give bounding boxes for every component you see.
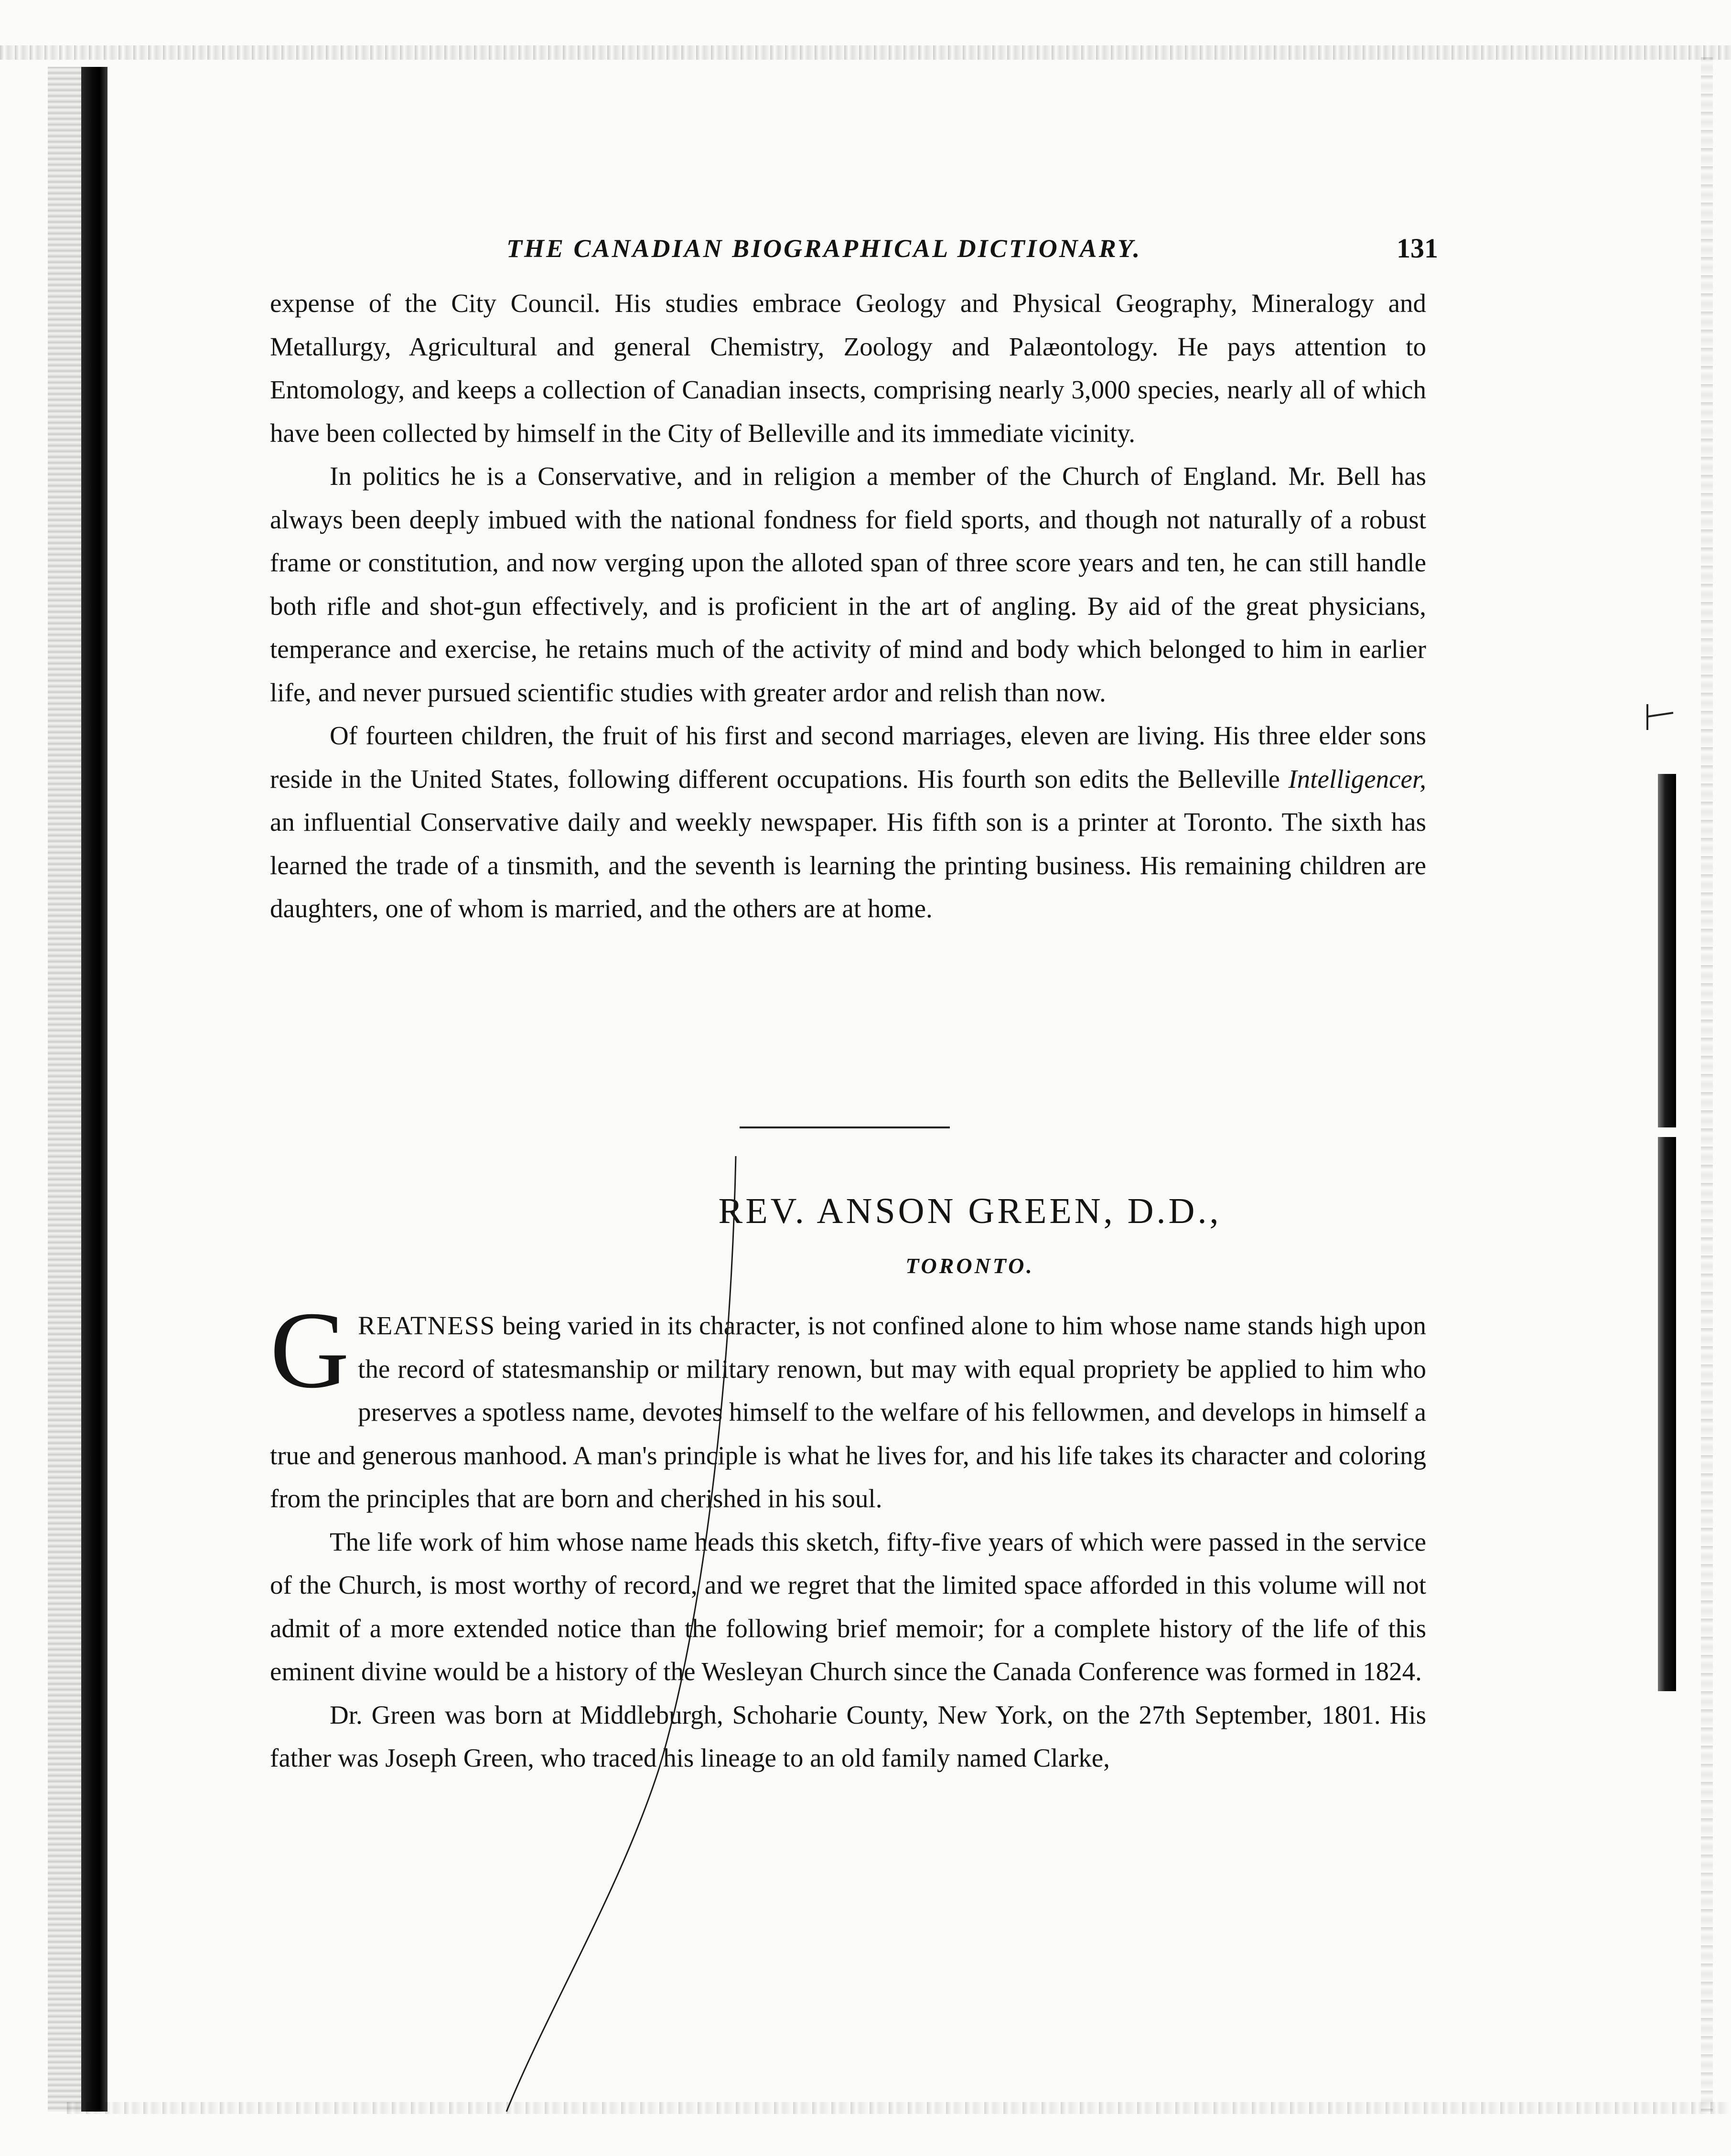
drop-cap: G [270,1289,350,1411]
newspaper-title: Intelligencer, [1288,764,1426,794]
paragraph: Dr. Green was born at Middleburgh, Schoharie County, New York, on the 27th September, 1801. His father was Joseph Green, who traced his lineage to an old family named Clarke, [270,1700,1426,1772]
scan-artifact-mark [1644,702,1677,731]
page-number: 131 [1397,233,1438,264]
opening-paragraph [270,1289,1426,1521]
entry-text [270,1289,1426,1780]
scan-artifact-gap [1658,1127,1676,1137]
paragraph: In politics he is a Conservative, and in religion a member of the Church of England. Mr. Bell has always been deeply imbued with the national fondness for field sports, and though not naturally of a robust frame or constitution, and now verging upon the alloted span of three score years and ten, he can still handle both rifle and shot-gun effectively, and is proficient in the art of angling. By aid of the great physicians, temperance and exercise, he retains much of the activity of mind and body which belonged to him in earlier life, and never pursued scientific studies with greater ardor and relish than now. [270,461,1426,707]
binding-edge [81,67,108,2112]
previous-entry-text [270,282,1426,931]
scan-noise-top [0,45,1731,60]
entry-heading: REV. ANSON GREEN, D.D., [718,1191,1222,1231]
scan-noise-bottom [67,2102,1730,2114]
paragraph: The life work of him whose name heads this sketch, fifty-five years of which were passed in the service of the Church, is most worthy of record, and we regret that the limited space afforded in this volume will not admit of a more extended notice than the following brief memoir; for a complete history of the life of this eminent divine would be a history of the Wesleyan Church since the Canada Conference was formed in 1824. [270,1527,1426,1686]
lead-caps: REATNESS [358,1311,496,1340]
paragraph-text: Of fourteen children, the fruit of his first and second marriages, eleven are living. His three elder sons reside in the United States, following different occupations. His fourth son edits the Belleville [270,721,1426,794]
running-title: THE CANADIAN BIOGRAPHICAL DICTIONARY. [506,234,1142,263]
paragraph [270,714,1426,931]
entry-location: TORONTO. [905,1254,1034,1278]
binding-shadow [48,67,81,2112]
running-header [506,227,1438,270]
paragraph: expense of the City Council. His studies embrace Geology and Physical Geography, Mineralogy and Metallurgy, Agricultural and general Chemistry, Zoology and Palæontology. He pays attention to Entomology, and keeps a collection of Canadian insects, comprising nearly 3,000 species, nearly all of which have been collected by himself in the City of Belleville and its immediate vicinity. [270,289,1426,448]
scan-noise-right [1701,57,1713,2112]
paragraph-text: an influential Conservative daily and weekly newspaper. His fifth son is a printer at Toronto. The sixth has learned the trade of a tinsmith, and the seventh is learning the printing business. His remaining children are daughters, one of whom is married, and the others are at home. [270,807,1426,923]
section-divider [740,1126,950,1128]
paragraph-text: being varied in its character, is not confined alone to him whose name stands high upon the record of statesmanship or military renown, but may with equal propriety be applied to him who preserves a spotless name, devotes himself to the welfare of his fellowmen, and develops in himself a true and generous manhood. A man's principle is what he lives for, and his life takes its character and coloring from the principles that are born and cherished in his soul. [270,1311,1426,1513]
scan-artifact-bar [1658,774,1676,1691]
